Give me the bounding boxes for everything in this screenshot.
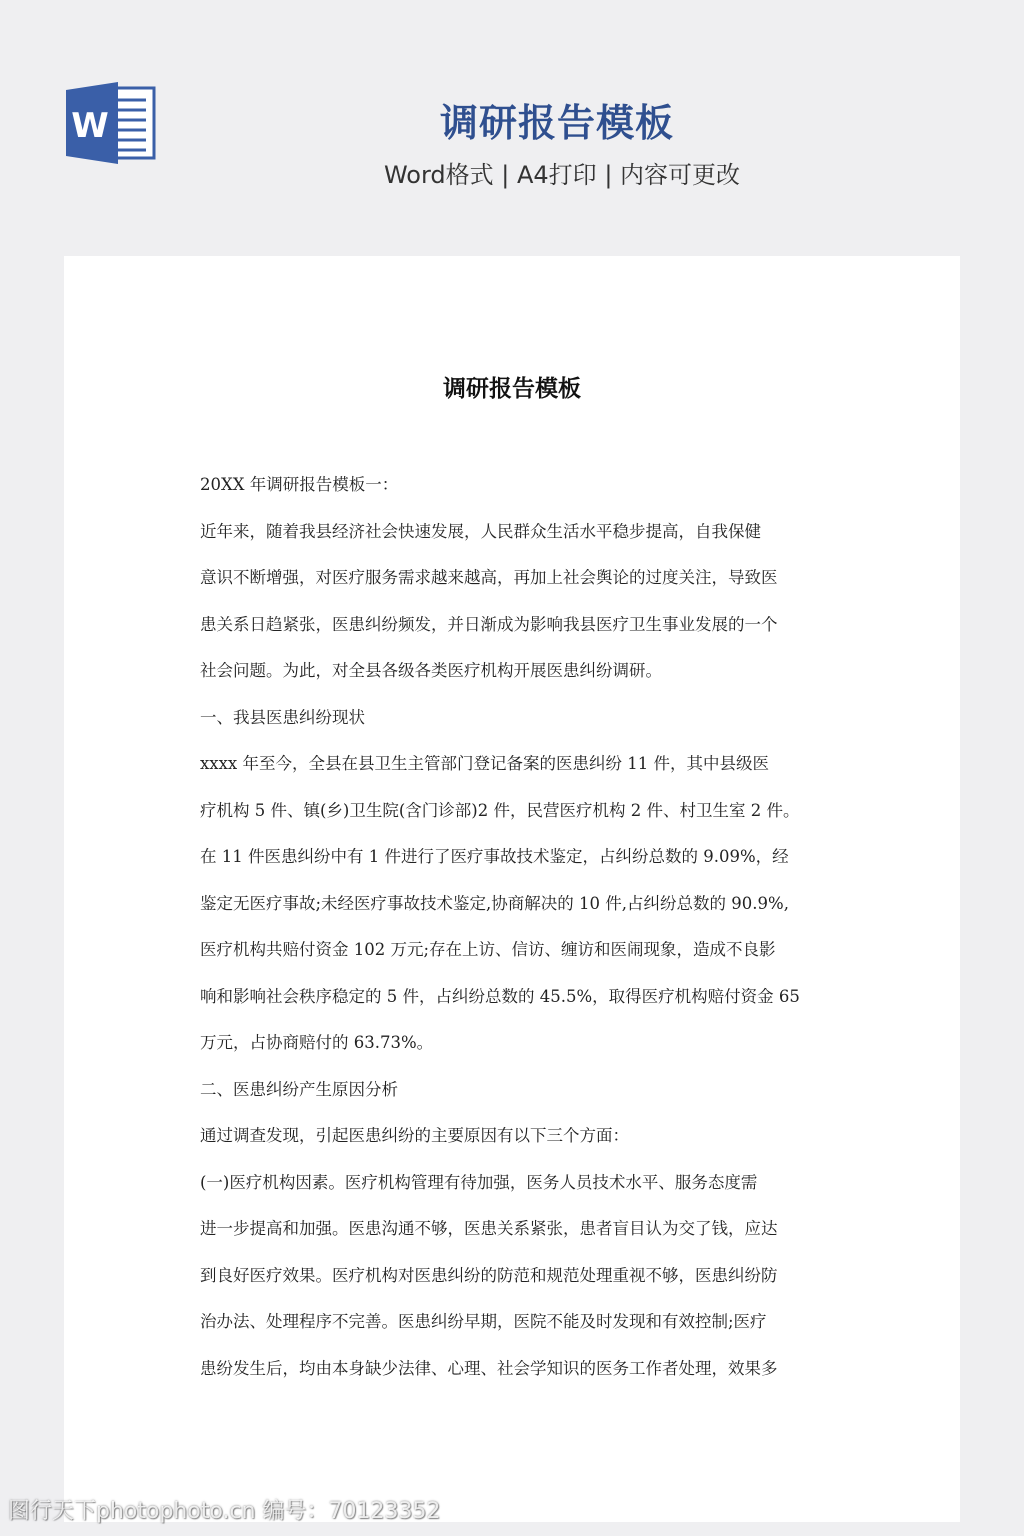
text-line: 治办法、处理程序不完善。医患纠纷早期，医院不能及时发现和有效控制;医疗 xyxy=(200,1312,767,1331)
header-banner xyxy=(0,0,1024,256)
text-line: 20XX 年调研报告模板一： xyxy=(200,475,399,494)
page-title: 调研报告模板 xyxy=(439,101,674,145)
text-line: 二、医患纠纷产生原因分析 xyxy=(200,1079,398,1099)
text-line: (一)医疗机构因素。医疗机构管理有待加强，医务人员技术水平、服务态度需 xyxy=(200,1172,758,1192)
text-line: 进一步提高和加强。医患沟通不够，医患关系紧张，患者盲目认为交了钱，应达 xyxy=(200,1219,778,1238)
text-line: 医疗机构共赔付资金 102 万元;存在上访、信访、缠访和医闹现象，造成不良影 xyxy=(200,940,776,959)
text-line: 近年来，随着我县经济社会快速发展，人民群众生活水平稳步提高，自我保健 xyxy=(200,521,761,541)
page-subtitle: Word格式 | A4打印 | 内容可更改 xyxy=(383,161,741,189)
text-line: 到良好医疗效果。医疗机构对医患纠纷的防范和规范处理重视不够，医患纠纷防 xyxy=(200,1265,778,1285)
word-icon-letter: W xyxy=(71,106,109,146)
text-line: 意识不断增强，对医疗服务需求越来越高，再加上社会舆论的过度关注，导致医 xyxy=(200,568,778,587)
text-line: 通过调查发现，引起医患纠纷的主要原因有以下三个方面： xyxy=(200,1126,629,1145)
text-line: 在 11 件医患纠纷中有 1 件进行了医疗事故技术鉴定，占纠纷总数的 9.09%，经 xyxy=(200,847,789,866)
text-line: 鉴定无医疗事故;未经医疗事故技术鉴定,协商解决的 10 件,占纠纷总数的 90.9%, xyxy=(200,893,789,913)
text-line: 一、我县医患纠纷现状 xyxy=(200,707,365,727)
text-line: 响和影响社会秩序稳定的 5 件，占纠纷总数的 45.5%，取得医疗机构赔付资金 65 xyxy=(200,986,800,1006)
text-line: 社会问题。为此，对全县各级各类医疗机构开展医患纠纷调研。 xyxy=(200,661,662,680)
document-page xyxy=(64,256,960,1522)
text-line: 万元，占协商赔付的 63.73%。 xyxy=(200,1033,434,1052)
text-line: 疗机构 5 件、镇(乡)卫生院(含门诊部)2 件，民营医疗机构 2 件、村卫生室 2 件。 xyxy=(200,800,800,820)
text-line: 患纷发生后，均由本身缺少法律、心理、社会学知识的医务工作者处理，效果多 xyxy=(200,1358,778,1378)
watermark: 图行天下photophoto.cn 编号：70123352 xyxy=(8,1499,441,1524)
text-line: xxxx 年至今，全县在县卫生主管部门登记备案的医患纠纷 11 件，其中县级医 xyxy=(200,754,769,773)
document-title: 调研报告模板 xyxy=(443,375,581,402)
text-line: 患关系日趋紧张，医患纠纷频发，并日渐成为影响我县医疗卫生事业发展的一个 xyxy=(200,614,778,634)
document-body xyxy=(200,462,840,1392)
